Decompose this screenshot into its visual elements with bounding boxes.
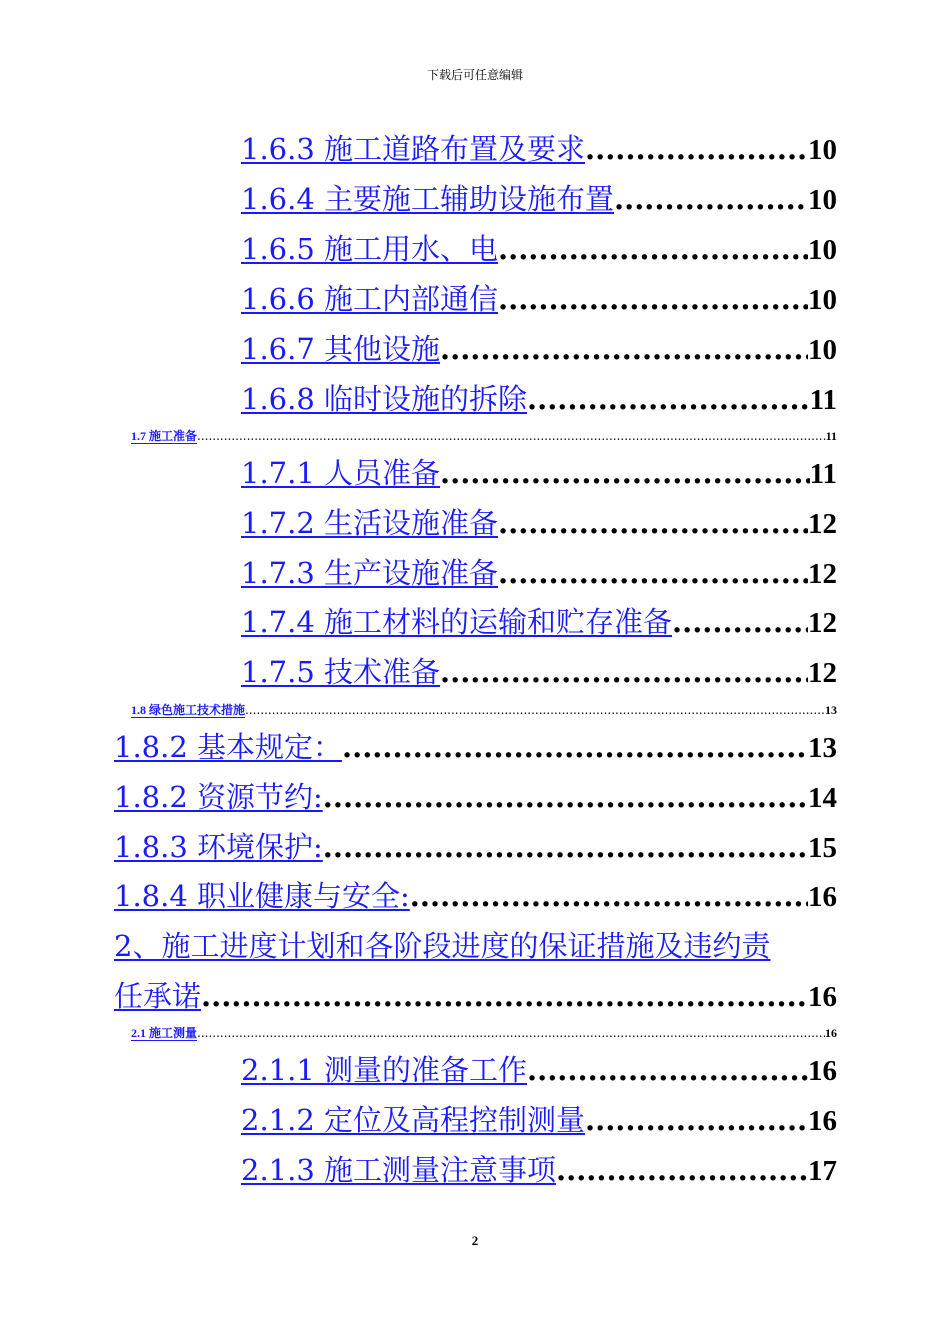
toc-link[interactable]: 1.7.1 人员准备 — [241, 456, 441, 490]
toc-link[interactable]: 1.8.2 基本规定： — [114, 730, 343, 764]
toc-page-number: 16 — [825, 1026, 837, 1040]
toc-entry-chapter-line1[interactable] — [114, 921, 837, 971]
toc-page-number: 12 — [808, 558, 837, 590]
toc-page-number: 10 — [808, 334, 837, 366]
toc-entry[interactable] — [241, 498, 837, 548]
toc-entry-chapter-line2[interactable] — [114, 971, 837, 1021]
toc-leader — [556, 1145, 808, 1195]
toc-page-number: 16 — [808, 981, 837, 1013]
toc-link[interactable]: 1.7.2 生活设施准备 — [241, 506, 499, 540]
toc-leader — [323, 772, 808, 822]
toc-link[interactable]: 1.6.4 主要施工辅助设施布置 — [241, 182, 615, 216]
toc-entry[interactable] — [241, 1145, 837, 1195]
toc-link[interactable]: 2.1 施工测量 — [131, 1026, 198, 1040]
toc-leader — [498, 498, 808, 548]
toc-leader — [440, 448, 810, 498]
toc-entry[interactable] — [241, 1045, 837, 1095]
toc-page-number: 12 — [808, 607, 837, 639]
toc-page-number: 15 — [808, 832, 837, 864]
toc-page-number: 12 — [808, 508, 837, 540]
toc-link[interactable]: 1.7.3 生产设施准备 — [241, 556, 499, 590]
toc-page-number: 11 — [825, 429, 837, 443]
toc-page-number: 16 — [808, 1105, 837, 1137]
toc-entry[interactable] — [131, 703, 837, 717]
toc-link[interactable]: 2.1.1 测量的准备工作 — [241, 1053, 528, 1087]
toc-entry[interactable] — [241, 174, 837, 224]
toc-leader — [410, 871, 808, 921]
toc-link[interactable]: 1.6.5 施工用水、电 — [241, 232, 499, 266]
toc-leader — [527, 1045, 808, 1095]
toc-entry[interactable] — [241, 374, 837, 424]
toc-leader — [498, 274, 808, 324]
toc-page-number: 10 — [808, 184, 837, 216]
toc-entry[interactable] — [131, 1026, 837, 1040]
toc-link[interactable]: 1.6.3 施工道路布置及要求 — [241, 132, 586, 166]
toc-page-number: 11 — [809, 384, 837, 416]
toc-link[interactable]: 1.7.4 施工材料的运输和贮存准备 — [241, 605, 673, 639]
toc-leader — [585, 124, 808, 174]
toc-page-number: 17 — [808, 1155, 837, 1187]
toc-entry[interactable] — [131, 429, 837, 443]
page-number: 2 — [471, 1233, 479, 1248]
toc-leader — [672, 597, 808, 647]
toc-entry[interactable] — [241, 324, 837, 374]
toc-leader — [614, 174, 808, 224]
toc-entry[interactable] — [114, 772, 837, 822]
toc-page-number: 13 — [808, 732, 837, 764]
toc-link[interactable]: 2.1.3 施工测量注意事项 — [241, 1153, 557, 1187]
toc-entry[interactable] — [114, 722, 837, 772]
toc-leader — [197, 429, 826, 443]
toc-leader — [498, 224, 808, 274]
toc-link[interactable]: 1.7 施工准备 — [131, 429, 198, 443]
toc-leader — [440, 324, 808, 374]
toc-entry[interactable] — [241, 548, 837, 598]
toc-page-number: 16 — [808, 1055, 837, 1087]
toc-entry[interactable] — [241, 124, 837, 174]
toc-leader — [201, 971, 808, 1021]
toc-leader — [342, 722, 808, 772]
toc-leader — [527, 374, 810, 424]
toc-link[interactable]: 2、施工进度计划和各阶段进度的保证措施及违约责 — [114, 929, 771, 963]
toc-link[interactable]: 1.7.5 技术准备 — [241, 655, 441, 689]
toc-entry[interactable] — [241, 1095, 837, 1145]
toc-link[interactable]: 1.8.2 资源节约: — [114, 780, 323, 814]
toc-entry[interactable] — [241, 224, 837, 274]
toc-leader — [498, 548, 808, 598]
toc-link[interactable]: 1.8 绿色施工技术措施 — [131, 703, 246, 717]
toc-link[interactable]: 1.6.6 施工内部通信 — [241, 282, 499, 316]
toc-page-number: 16 — [808, 881, 837, 913]
toc-entry[interactable] — [114, 822, 837, 872]
toc-entry[interactable] — [241, 597, 837, 647]
toc-leader — [323, 822, 808, 872]
toc-entry[interactable] — [241, 647, 837, 697]
toc-leader — [440, 647, 808, 697]
toc-entry[interactable] — [241, 448, 837, 498]
toc-link[interactable]: 1.6.7 其他设施 — [241, 332, 441, 366]
toc-page-number: 10 — [808, 134, 837, 166]
toc-entry[interactable] — [114, 871, 837, 921]
toc-leader — [197, 1026, 825, 1040]
toc-page-number: 13 — [825, 703, 837, 717]
toc-page-number: 12 — [808, 657, 837, 689]
toc-entry[interactable] — [241, 274, 837, 324]
toc-page-number: 14 — [808, 782, 837, 814]
toc-page-number: 11 — [809, 458, 837, 490]
toc-leader — [245, 703, 825, 717]
toc-page-number: 10 — [808, 234, 837, 266]
toc-link[interactable]: 2.1.2 定位及高程控制测量 — [241, 1103, 586, 1137]
toc-link[interactable]: 1.8.3 环境保护: — [114, 830, 323, 864]
toc-link[interactable]: 任承诺 — [114, 979, 202, 1013]
page-header: 下载后可任意编辑 — [426, 68, 523, 82]
toc-page-number: 10 — [808, 284, 837, 316]
toc-link[interactable]: 1.8.4 职业健康与安全: — [114, 879, 410, 913]
toc-leader — [585, 1095, 808, 1145]
toc-link[interactable]: 1.6.8 临时设施的拆除 — [241, 382, 528, 416]
